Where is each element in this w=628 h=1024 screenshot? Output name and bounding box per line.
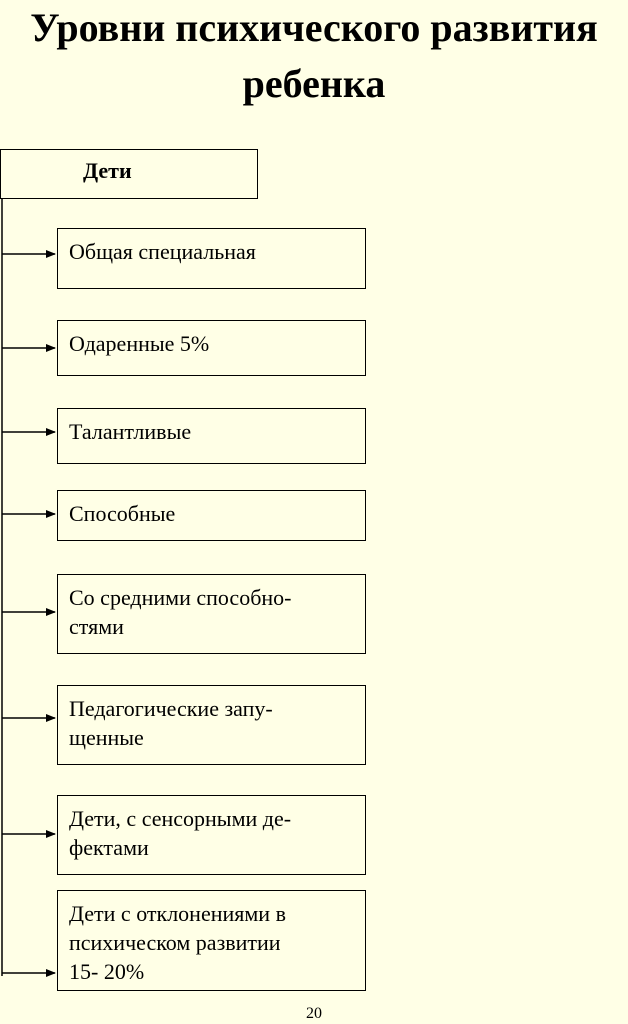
level-label: Со средними способно- стями bbox=[69, 585, 292, 639]
level-node-mental-deviations bbox=[57, 890, 366, 991]
title-line-1: Уровни психического развития bbox=[30, 5, 598, 50]
level-node-talented bbox=[57, 408, 366, 464]
level-label: Одаренные 5% bbox=[69, 331, 210, 356]
level-label: Дети с отклонениями в психическом развитии 15- 20% bbox=[69, 901, 286, 984]
level-label: Общая специальная bbox=[69, 239, 256, 264]
root-node-label: Дети bbox=[83, 158, 132, 183]
level-node-pedagogically-neglected bbox=[57, 685, 366, 765]
level-node-general-special bbox=[57, 228, 366, 289]
level-node-average-ability bbox=[57, 574, 366, 654]
level-label: Педагогические запу- щенные bbox=[69, 696, 273, 750]
title-line-2: ребенка bbox=[242, 61, 386, 106]
level-label: Талантливые bbox=[69, 419, 192, 444]
level-node-gifted bbox=[57, 320, 366, 376]
branch-arrows bbox=[2, 254, 55, 973]
level-label: Дети, с сенсорными де- фектами bbox=[69, 806, 292, 860]
level-node-capable bbox=[57, 490, 366, 541]
level-label: Способные bbox=[69, 501, 176, 526]
level-node-sensory-defects bbox=[57, 795, 366, 875]
page-number: 20 bbox=[306, 1005, 322, 1022]
